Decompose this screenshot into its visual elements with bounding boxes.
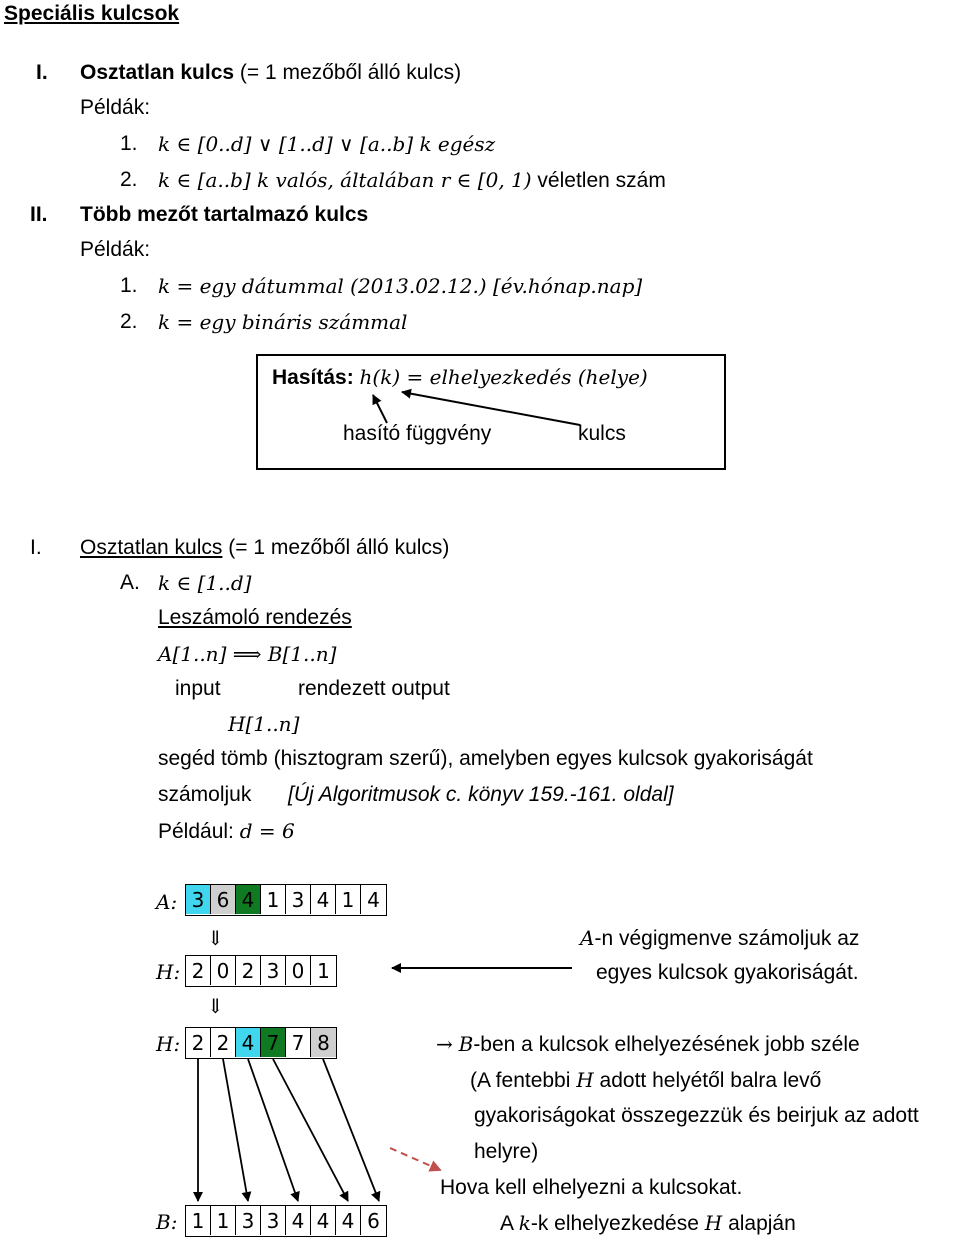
array-cell: 2 — [236, 956, 261, 985]
arrays-formula: A[1..n] ⟹ B[1..n] — [158, 642, 337, 666]
array-cell: 8 — [311, 1028, 336, 1057]
array-cell: 4 — [311, 1206, 336, 1235]
h-to-b-arrow — [223, 1059, 248, 1201]
array-cell: 4 — [236, 885, 261, 914]
array-cell: 1 — [317, 958, 330, 983]
description-line: számoljuk — [158, 783, 252, 806]
h-to-b-arrow — [248, 1059, 298, 1201]
note-cumulative-line3: gyakoriságokat összegezzük és beirjuk az adott — [474, 1104, 919, 1127]
example-formula: d = 6 — [239, 819, 295, 843]
subsection-formula: k ∈ [1..d] — [158, 571, 252, 595]
array-cell: 2 — [186, 1028, 211, 1057]
h-to-b-arrow — [323, 1059, 379, 1201]
note-text: (A fentebbi — [470, 1069, 571, 1092]
array-cell: 3 — [186, 885, 211, 914]
note-text: -ben a kulcsok elhelyezésének jobb széle — [473, 1033, 860, 1056]
section-heading-text: Osztatlan kulcs — [80, 536, 223, 559]
output-label: rendezett output — [298, 677, 450, 700]
section-heading-text: Osztatlan kulcs — [80, 61, 235, 84]
down-arrow-icon: ⇓ — [207, 994, 224, 1018]
array-h-label: H: — [156, 960, 181, 984]
right-arrow-icon: → — [436, 1032, 453, 1056]
note-placement: Hova kell elhelyezni a kulcsokat. — [440, 1176, 743, 1199]
array-cell: 7 — [261, 1028, 286, 1057]
example-formula: k = egy dátummal (2013.02.12.) [év.hónap.nap] — [158, 274, 643, 298]
key-label: kulcs — [578, 422, 626, 445]
note-var: H — [576, 1068, 594, 1092]
example-number: 1. — [120, 132, 138, 155]
example-number: 1. — [120, 274, 138, 297]
example-formula: k = egy bináris számmal — [158, 310, 408, 334]
h-array-formula: H[1..n] — [228, 712, 300, 736]
examples-label: Példák: — [80, 96, 151, 119]
down-arrow-icon: ⇓ — [207, 926, 224, 950]
subsection-label: A. — [120, 571, 140, 594]
note-counting-line2: egyes kulcsok gyakoriságát. — [596, 961, 859, 984]
placement-note-dashed-arrow — [390, 1148, 440, 1170]
array-cell: 3 — [261, 1206, 286, 1235]
note-var: A — [580, 926, 595, 950]
hash-function-arrow — [373, 395, 387, 423]
note-text: adott helyétől balra levő — [599, 1069, 822, 1092]
sort-title: Leszámoló rendezés — [158, 606, 352, 629]
h-to-b-arrow — [273, 1059, 348, 1201]
example-label: Például: — [158, 820, 234, 843]
note-var: H — [704, 1211, 723, 1235]
example-number: 2. — [120, 168, 138, 191]
page-title: Speciális kulcsok — [4, 2, 180, 25]
array-cell: 3 — [286, 885, 311, 914]
examples-label: Példák: — [80, 238, 151, 261]
section-heading-suffix: (= 1 mezőből álló kulcs) — [239, 61, 462, 84]
array-cell: 4 — [236, 1028, 261, 1057]
section-number: I. — [30, 536, 42, 559]
note-var: B — [458, 1032, 474, 1056]
example-formula: k ∈ [a..b] k valós, általában r ∈ [0, 1) — [158, 168, 532, 192]
section-number: I. — [36, 61, 48, 84]
array-cell: 2 — [186, 956, 211, 985]
key-arrow — [402, 392, 580, 425]
note-text: -n végigmenve számoljuk az — [594, 927, 860, 950]
note-cumulative-line4: helyre) — [474, 1140, 539, 1163]
section-heading: Több mezőt tartalmazó kulcs — [80, 203, 369, 226]
description-line: segéd tömb (hisztogram szerű), amelyben egyes kulcsok gyakoriságát — [158, 747, 813, 770]
array-cell: 0 — [286, 956, 311, 985]
array-cell: 1 — [336, 885, 361, 914]
array-cell: 1 — [261, 885, 286, 914]
example-text: véletlen szám — [537, 169, 666, 192]
array-b-label: B: — [156, 1210, 178, 1234]
array-cell: 1 — [186, 1206, 211, 1235]
section-heading-suffix: (= 1 mezőből álló kulcs) — [228, 536, 450, 559]
example-formula: k ∈ [0..d] ∨ [1..d] ∨ [a..b] k egész — [158, 132, 496, 156]
array-cell: 4 — [311, 885, 336, 914]
array-cell: 3 — [236, 1206, 261, 1235]
section-number: II. — [30, 203, 48, 226]
note-text: -k elhelyezkedése — [530, 1212, 699, 1235]
array-cell: 6 — [367, 1208, 380, 1233]
array-cell: 6 — [211, 885, 236, 914]
array-cell: 4 — [286, 1206, 311, 1235]
note-var: k — [518, 1211, 531, 1235]
reference: [Új Algoritmusok c. könyv 159.-161. oldal] — [288, 783, 674, 806]
array-cell: 3 — [261, 956, 286, 985]
array-cell: 0 — [211, 956, 236, 985]
array-cell: 4 — [336, 1206, 361, 1235]
array-cell: 1 — [211, 1206, 236, 1235]
array-h-label: H: — [156, 1032, 181, 1056]
array-cell: 2 — [211, 1028, 236, 1057]
hash-formula: h(k) = elhelyezkedés (helye) — [359, 365, 648, 389]
input-label: input — [175, 677, 221, 700]
example-number: 2. — [120, 310, 138, 333]
note-text: A — [500, 1212, 513, 1235]
array-cell: 4 — [367, 887, 380, 912]
hash-label: Hasítás: — [272, 366, 354, 389]
note-text: alapján — [728, 1212, 796, 1235]
array-cell: 7 — [286, 1028, 311, 1057]
hash-function-label: hasító függvény — [343, 422, 492, 445]
array-a-label: A: — [156, 890, 178, 914]
